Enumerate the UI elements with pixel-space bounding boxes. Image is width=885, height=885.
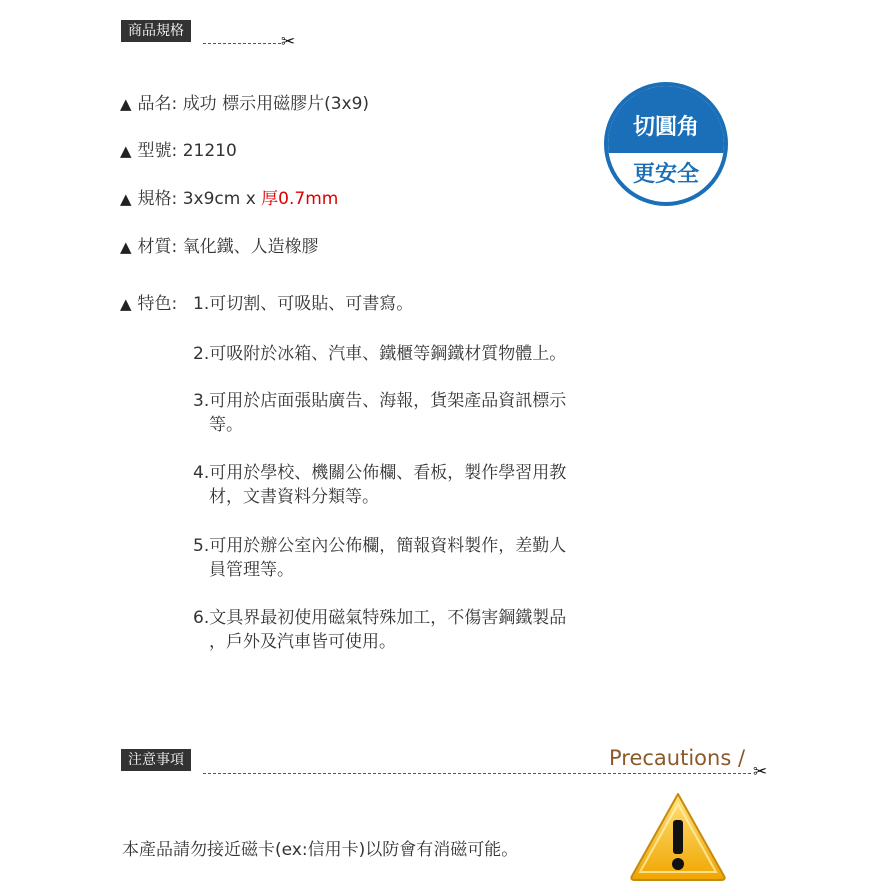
precaution-section-tag: 注意事項 — [121, 749, 191, 771]
triangle-bullet-icon: ▲ — [120, 95, 132, 113]
warning-icon — [628, 790, 728, 882]
rounded-corner-badge — [604, 82, 728, 206]
precautions-title: Precautions / — [609, 746, 746, 770]
feature-item: 1.可切割、可吸貼、可書寫。 — [193, 294, 414, 314]
badge-bottom-text: 更安全 — [632, 162, 699, 188]
triangle-bullet-icon: ▲ — [120, 238, 132, 256]
triangle-bullet-icon: ▲ — [120, 190, 132, 208]
scissors-icon: ✂ — [281, 32, 296, 52]
feature-item: 5.可用於辦公室內公佈欄，簡報資料製作，差勤人 員管理等。 — [193, 536, 567, 580]
spec-section-tag: 商品規格 — [121, 20, 191, 42]
feature-item: 3.可用於店面張貼廣告、海報，貨架產品資訊標示 等。 — [193, 391, 567, 435]
thickness-highlight: 厚0.7mm — [261, 189, 339, 209]
spec-item-model: ▲ 型號: 21210 — [120, 141, 237, 161]
triangle-bullet-icon: ▲ — [120, 295, 132, 313]
triangle-bullet-icon: ▲ — [120, 142, 132, 160]
spec-item-material: ▲ 材質: 氧化鐵、人造橡膠 — [120, 237, 319, 257]
scissors-icon: ✂ — [753, 762, 768, 782]
spec-dashed-divider — [203, 43, 281, 44]
feature-item: 4.可用於學校、機關公佈欄、看板，製作學習用教 材，文書資料分類等。 — [193, 463, 567, 507]
feature-item: 2.可吸附於冰箱、汽車、鐵櫃等鋼鐵材質物體上。 — [193, 344, 567, 364]
spec-item-features-label: ▲ 特色: — [120, 294, 178, 314]
precaution-notice: 本產品請勿接近磁卡(ex:信用卡)以防會有消磁可能。 — [122, 840, 519, 860]
spec-item-name: ▲ 品名: 成功 標示用磁膠片(3x9) — [120, 94, 370, 114]
feature-item: 6.文具界最初使用磁氣特殊加工，不傷害鋼鐵製品 ，戶外及汽車皆可使用。 — [193, 608, 567, 652]
badge-top-text: 切圓角 — [608, 86, 724, 153]
spec-item-size: ▲ 規格: 3x9cm x 厚0.7mm — [120, 189, 339, 209]
precaution-dashed-divider — [203, 773, 751, 774]
